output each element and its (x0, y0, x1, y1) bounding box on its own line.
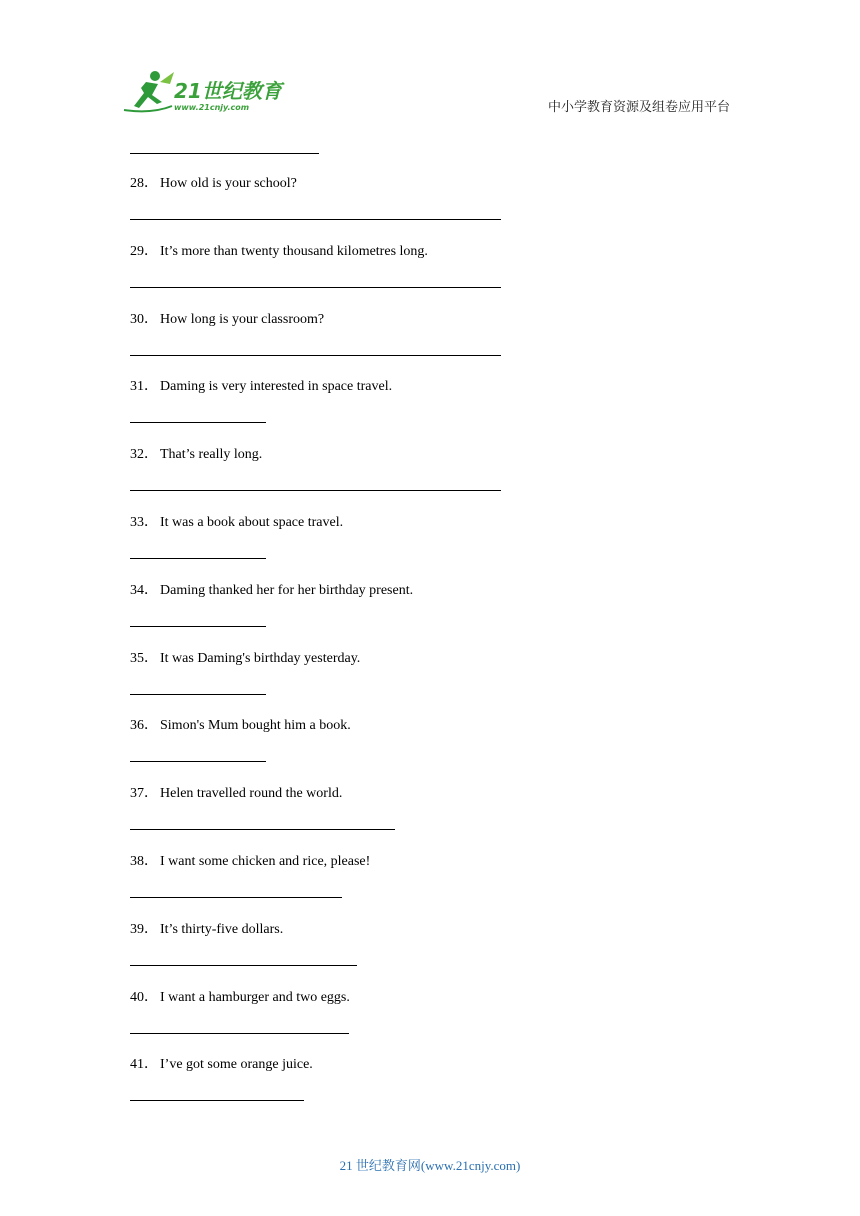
question-item (130, 982, 730, 1050)
answer-line (130, 422, 266, 423)
answer-line (130, 490, 501, 491)
answer-line (130, 153, 319, 154)
question-text: I want some chicken and rice, please! (160, 853, 371, 869)
logo-runner-icon (122, 68, 292, 116)
header-platform-text: 中小学教育资源及组卷应用平台 (547, 100, 730, 115)
question-number: 41． (130, 1057, 158, 1073)
answer-line (130, 965, 357, 966)
question-number: 38． (130, 853, 158, 869)
question-text: That’s really long. (160, 447, 263, 463)
question-text: Daming thanked her for her birthday present. (160, 582, 414, 598)
question-number: 31． (130, 379, 158, 395)
question-number: 39． (130, 921, 158, 937)
question-text: Simon's Mum bought him a book. (160, 718, 351, 734)
logo-text: 21世纪教育 (174, 79, 282, 103)
question-number: 35． (130, 650, 158, 666)
question-number: 33． (130, 514, 158, 530)
question-number: 28． (130, 176, 158, 191)
question-text: It’s thirty-five dollars. (160, 921, 284, 937)
question-text: It was Daming's birthday yesterday. (160, 650, 361, 666)
question-number: 30． (130, 311, 158, 327)
question-text: I’ve got some orange juice. (160, 1057, 313, 1073)
answer-line (130, 626, 266, 627)
answer-line (130, 694, 266, 695)
answer-line (130, 829, 395, 830)
question-text: It was a book about space travel. (160, 514, 344, 530)
question-text: It’s more than twenty thousand kilometres long. (160, 243, 428, 259)
question-text: I want a hamburger and two eggs. (160, 989, 350, 1005)
question-item (130, 304, 730, 372)
answer-line (130, 1100, 304, 1101)
answer-line (130, 287, 501, 288)
question-item (130, 168, 730, 236)
question-item (130, 710, 730, 778)
question-item (130, 1049, 730, 1117)
question-text: How long is your classroom? (160, 311, 325, 327)
question-item (130, 507, 730, 575)
question-item (130, 575, 730, 643)
answer-line (130, 558, 266, 559)
logo (122, 68, 292, 116)
question-number: 29． (130, 243, 158, 259)
question-item (130, 914, 730, 982)
question-number: 34． (130, 582, 158, 598)
question-list (130, 168, 730, 1117)
footer-text: 21 世纪教育网(www.21cnjy.com) (339, 1158, 521, 1173)
answer-line (130, 355, 501, 356)
question-number: 36． (130, 718, 158, 734)
answer-line (130, 897, 342, 898)
question-item (130, 778, 730, 846)
question-number: 37． (130, 786, 158, 802)
question-item (130, 371, 730, 439)
answer-line (130, 219, 501, 220)
logo-url: www.21cnjy.com (174, 103, 250, 112)
question-number: 32． (130, 447, 158, 463)
question-item (130, 439, 730, 507)
question-item (130, 846, 730, 914)
question-item (130, 236, 730, 304)
question-item (130, 643, 730, 711)
question-text: How old is your school? (160, 176, 297, 191)
answer-line (130, 1033, 349, 1034)
question-text: Helen travelled round the world. (160, 786, 343, 802)
answer-line (130, 761, 266, 762)
question-number: 40． (130, 989, 158, 1005)
question-text: Daming is very interested in space travel. (160, 379, 393, 395)
